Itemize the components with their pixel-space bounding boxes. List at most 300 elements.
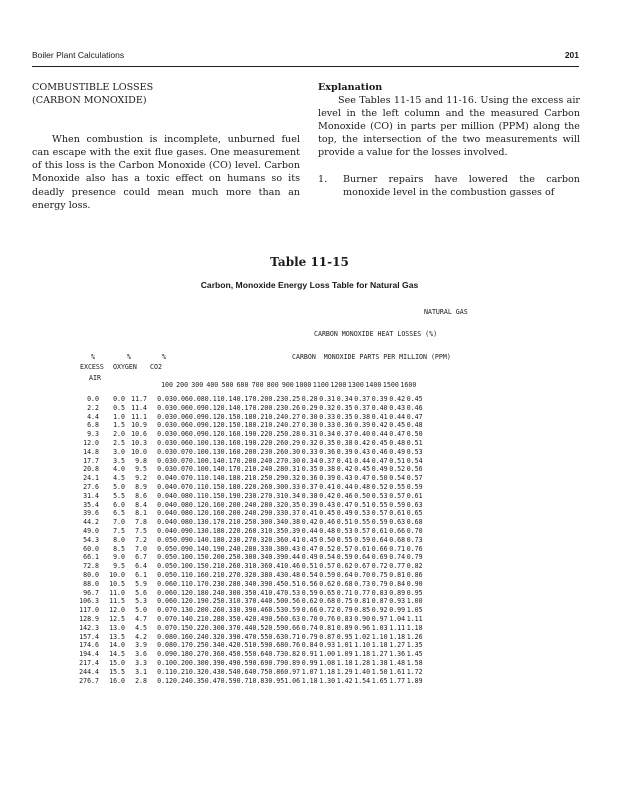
gas-label: NATURAL GAS bbox=[424, 308, 468, 316]
loss-value-cell: 0.23 bbox=[268, 395, 285, 403]
loss-value-cell: 0.57 bbox=[371, 509, 388, 518]
loss-value-cell: 0.61 bbox=[371, 526, 388, 535]
loss-value-cell: 1.18 bbox=[301, 676, 318, 685]
loss-value-cell: 0.47 bbox=[406, 412, 423, 421]
loss-value-cell: 0.63 bbox=[268, 632, 285, 641]
loss-value-cell: 1.48 bbox=[389, 658, 406, 667]
loss-value-cell: 0.04 bbox=[157, 491, 173, 500]
loss-value-cell: 0.57 bbox=[319, 562, 336, 571]
loss-value-cell: 0.28 bbox=[301, 395, 318, 403]
excess-air-cell: 6.8 bbox=[87, 421, 99, 430]
oxygen-cell: 0.5 bbox=[113, 403, 125, 412]
loss-value-cell: 0.21 bbox=[252, 412, 269, 421]
loss-value-cell: 0.37 bbox=[336, 430, 353, 439]
co-loss-table bbox=[75, 395, 423, 685]
loss-value-cell: 0.38 bbox=[268, 544, 285, 553]
loss-value-cell: 0.43 bbox=[389, 403, 406, 412]
loss-value-cell: 0.59 bbox=[268, 623, 285, 632]
loss-value-cell: 0.26 bbox=[284, 403, 301, 412]
loss-value-cell: 0.36 bbox=[319, 447, 336, 456]
loss-value-cell: 1.18 bbox=[354, 650, 371, 659]
loss-value-cell: 0.46 bbox=[319, 518, 336, 527]
loss-value-cell: 0.03 bbox=[157, 447, 173, 456]
loss-value-cell: 0.07 bbox=[173, 474, 189, 483]
loss-value-cell: 0.83 bbox=[336, 614, 353, 623]
loss-value-cell: 0.50 bbox=[319, 535, 336, 544]
loss-value-cell: 0.91 bbox=[301, 650, 318, 659]
oxygen-cell: 2.0 bbox=[113, 430, 125, 439]
loss-value-cell: 0.06 bbox=[173, 395, 189, 403]
loss-value-cell: 0.08 bbox=[188, 395, 205, 403]
loss-value-cell: 0.68 bbox=[268, 641, 285, 650]
loss-value-cell: 0.13 bbox=[188, 518, 205, 527]
loss-value-cell: 0.57 bbox=[406, 474, 423, 483]
loss-value-cell: 0.50 bbox=[406, 430, 423, 439]
loss-value-cell: 0.15 bbox=[204, 482, 221, 491]
loss-value-cell: 0.45 bbox=[406, 395, 423, 403]
loss-value-cell: 0.34 bbox=[268, 518, 285, 527]
pct-header-3: % bbox=[162, 353, 166, 361]
loss-value-cell: 0.56 bbox=[268, 614, 285, 623]
loss-value-cell: 0.06 bbox=[173, 421, 189, 430]
loss-value-cell: 0.34 bbox=[204, 641, 221, 650]
loss-value-cell: 0.48 bbox=[284, 570, 301, 579]
loss-value-cell: 0.14 bbox=[204, 456, 221, 465]
co2-cell: 8.4 bbox=[135, 500, 147, 509]
table-row bbox=[75, 641, 423, 650]
loss-value-cell: 1.04 bbox=[389, 614, 406, 623]
co2-cell: 4.7 bbox=[135, 614, 147, 623]
loss-value-cell: 0.26 bbox=[236, 526, 253, 535]
ppm-header-cell: 1300 bbox=[347, 381, 364, 389]
loss-value-cell: 0.42 bbox=[354, 438, 371, 447]
loss-value-cell: 0.40 bbox=[371, 403, 388, 412]
oxygen-cell: 2.5 bbox=[113, 438, 125, 447]
loss-value-cell: 0.30 bbox=[268, 482, 285, 491]
co2-header: CO2 bbox=[150, 363, 162, 371]
loss-value-cell: 0.76 bbox=[319, 614, 336, 623]
loss-value-cell: 0.14 bbox=[204, 465, 221, 474]
loss-value-cell: 0.44 bbox=[252, 597, 269, 606]
loss-value-cell: 1.10 bbox=[354, 641, 371, 650]
loss-value-cell: 0.66 bbox=[301, 606, 318, 615]
loss-value-cell: 0.18 bbox=[204, 535, 221, 544]
loss-value-cell: 0.26 bbox=[204, 606, 221, 615]
loss-value-cell: 0.49 bbox=[252, 614, 269, 623]
loss-value-cell: 0.04 bbox=[157, 526, 173, 535]
loss-value-cell: 0.03 bbox=[157, 438, 173, 447]
loss-value-cell: 0.08 bbox=[173, 491, 189, 500]
loss-value-cell: 0.11 bbox=[188, 474, 205, 483]
loss-value-cell: 0.75 bbox=[371, 570, 388, 579]
loss-value-cell: 0.73 bbox=[354, 579, 371, 588]
loss-value-cell: 0.35 bbox=[301, 465, 318, 474]
loss-value-cell: 0.46 bbox=[406, 403, 423, 412]
loss-value-cell: 0.09 bbox=[173, 526, 189, 535]
loss-value-cell: 0.22 bbox=[236, 482, 253, 491]
loss-value-cell: 0.66 bbox=[389, 526, 406, 535]
loss-value-cell: 0.79 bbox=[371, 579, 388, 588]
loss-value-cell: 0.45 bbox=[301, 535, 318, 544]
loss-value-cell: 0.25 bbox=[268, 430, 285, 439]
loss-value-cell: 0.26 bbox=[268, 438, 285, 447]
loss-value-cell: 1.27 bbox=[389, 641, 406, 650]
loss-value-cell: 0.56 bbox=[406, 465, 423, 474]
co2-cell: 7.2 bbox=[135, 535, 147, 544]
loss-value-cell: 0.17 bbox=[188, 579, 205, 588]
loss-value-cell: 0.32 bbox=[236, 570, 253, 579]
oxygen-cell: 1.0 bbox=[113, 412, 125, 421]
loss-value-cell: 0.35 bbox=[236, 588, 253, 597]
loss-value-cell: 0.05 bbox=[157, 544, 173, 553]
loss-value-cell: 0.39 bbox=[301, 500, 318, 509]
loss-value-cell: 0.54 bbox=[389, 474, 406, 483]
loss-value-cell: 0.53 bbox=[354, 509, 371, 518]
oxygen-cell: 15.0 bbox=[109, 658, 125, 667]
loss-value-cell: 1.18 bbox=[371, 641, 388, 650]
loss-value-cell: 1.26 bbox=[406, 632, 423, 641]
loss-value-cell: 0.71 bbox=[336, 588, 353, 597]
loss-value-cell: 0.47 bbox=[354, 474, 371, 483]
co2-cell: 5.3 bbox=[135, 597, 147, 606]
loss-value-cell: 1.89 bbox=[406, 676, 423, 685]
table-caption: Carbon, Monoxide Energy Loss Table for Natural Gas bbox=[200, 280, 419, 290]
oxygen-cell: 14.0 bbox=[109, 641, 125, 650]
loss-value-cell: 0.72 bbox=[319, 606, 336, 615]
loss-value-cell: 0.18 bbox=[236, 412, 253, 421]
loss-value-cell: 0.45 bbox=[389, 421, 406, 430]
co2-cell: 5.0 bbox=[135, 606, 147, 615]
loss-value-cell: 0.20 bbox=[204, 553, 221, 562]
co2-cell: 10.6 bbox=[131, 430, 147, 439]
loss-value-cell: 1.58 bbox=[406, 658, 423, 667]
loss-value-cell: 0.12 bbox=[204, 403, 221, 412]
loss-value-cell: 0.06 bbox=[157, 579, 173, 588]
excess-air-cell: 44.2 bbox=[83, 518, 99, 527]
loss-value-cell: 0.41 bbox=[336, 456, 353, 465]
loss-value-cell: 1.06 bbox=[284, 676, 301, 685]
loss-value-cell: 0.22 bbox=[252, 438, 269, 447]
loss-value-cell: 0.09 bbox=[188, 430, 205, 439]
loss-value-cell: 0.19 bbox=[236, 438, 253, 447]
heat-loss-label: CARBON MONOXIDE HEAT LOSSES (%) bbox=[314, 330, 438, 338]
oxygen-cell: 7.0 bbox=[113, 518, 125, 527]
loss-value-cell: 0.19 bbox=[236, 430, 253, 439]
loss-value-cell: 0.04 bbox=[157, 474, 173, 483]
co2-cell: 9.5 bbox=[135, 465, 147, 474]
loss-value-cell: 0.04 bbox=[157, 509, 173, 518]
loss-value-cell: 0.12 bbox=[157, 676, 173, 685]
loss-value-cell: 0.25 bbox=[220, 553, 237, 562]
loss-value-cell: 0.03 bbox=[157, 430, 173, 439]
loss-value-cell: 0.14 bbox=[204, 474, 221, 483]
loss-value-cell: 0.93 bbox=[389, 597, 406, 606]
loss-value-cell: 0.10 bbox=[188, 438, 205, 447]
co2-cell: 5.9 bbox=[135, 579, 147, 588]
loss-value-cell: 0.39 bbox=[336, 447, 353, 456]
table-row bbox=[75, 597, 423, 606]
loss-value-cell: 0.29 bbox=[301, 403, 318, 412]
loss-value-cell: 0.77 bbox=[354, 588, 371, 597]
loss-value-cell: 0.42 bbox=[319, 491, 336, 500]
loss-value-cell: 1.38 bbox=[371, 658, 388, 667]
loss-value-cell: 0.03 bbox=[157, 412, 173, 421]
loss-value-cell: 0.11 bbox=[204, 395, 221, 403]
loss-value-cell: 0.55 bbox=[252, 632, 269, 641]
loss-value-cell: 0.81 bbox=[389, 570, 406, 579]
co2-cell: 7.5 bbox=[135, 526, 147, 535]
loss-value-cell: 0.90 bbox=[406, 579, 423, 588]
loss-value-cell: 0.93 bbox=[319, 641, 336, 650]
oxygen-cell: 14.5 bbox=[109, 650, 125, 659]
loss-value-cell: 1.11 bbox=[389, 623, 406, 632]
loss-value-cell: 0.13 bbox=[173, 606, 189, 615]
excess-air-cell: 88.0 bbox=[83, 579, 99, 588]
loss-value-cell: 0.46 bbox=[336, 491, 353, 500]
loss-value-cell: 1.61 bbox=[389, 667, 406, 676]
loss-value-cell: 0.26 bbox=[252, 482, 269, 491]
loss-value-cell: 0.32 bbox=[204, 632, 221, 641]
loss-value-cell: 1.18 bbox=[389, 632, 406, 641]
oxygen-cell: 16.0 bbox=[109, 676, 125, 685]
list-item bbox=[318, 173, 580, 199]
loss-value-cell: 0.03 bbox=[157, 465, 173, 474]
ppm-header-cell: 1400 bbox=[365, 381, 382, 389]
loss-value-cell: 0.14 bbox=[220, 403, 237, 412]
explanation-paragraph: See Tables 11-15 and 11-16. Using the excess air level in the left column and the measured Carbon Monoxide (CO) in parts per million (PPM) along the top, the intersection of the two measurements will provide a value for the losses involved. bbox=[318, 95, 580, 159]
loss-value-cell: 0.68 bbox=[389, 535, 406, 544]
loss-value-cell: 0.50 bbox=[354, 491, 371, 500]
loss-value-cell: 0.52 bbox=[252, 623, 269, 632]
page-number: 201 bbox=[564, 50, 579, 60]
loss-value-cell: 0.45 bbox=[268, 579, 285, 588]
loss-value-cell: 0.45 bbox=[319, 509, 336, 518]
loss-value-cell: 0.47 bbox=[268, 588, 285, 597]
loss-value-cell: 1.42 bbox=[336, 676, 353, 685]
co2-cell: 7.0 bbox=[135, 544, 147, 553]
loss-value-cell: 0.22 bbox=[188, 623, 205, 632]
table-row bbox=[75, 439, 423, 448]
loss-value-cell: 0.09 bbox=[173, 544, 189, 553]
loss-value-cell: 0.45 bbox=[220, 650, 237, 659]
loss-value-cell: 0.47 bbox=[301, 544, 318, 553]
table-row bbox=[75, 483, 423, 492]
table-row bbox=[75, 677, 423, 686]
loss-value-cell: 0.12 bbox=[173, 588, 189, 597]
loss-value-cell: 1.54 bbox=[354, 676, 371, 685]
oxygen-cell: 12.5 bbox=[109, 614, 125, 623]
loss-value-cell: 0.35 bbox=[268, 526, 285, 535]
loss-value-cell: 0.20 bbox=[252, 395, 269, 403]
loss-value-cell: 0.41 bbox=[301, 509, 318, 518]
loss-value-cell: 0.20 bbox=[236, 447, 253, 456]
oxygen-cell: 7.5 bbox=[113, 526, 125, 535]
loss-value-cell: 0.06 bbox=[173, 438, 189, 447]
loss-value-cell: 0.59 bbox=[371, 518, 388, 527]
loss-value-cell: 0.05 bbox=[157, 570, 173, 579]
ppm-header-cell: 900 bbox=[281, 381, 294, 389]
loss-value-cell: 0.31 bbox=[236, 562, 253, 571]
loss-value-cell: 0.24 bbox=[188, 632, 205, 641]
loss-value-cell: 0.35 bbox=[188, 676, 205, 685]
loss-value-cell: 0.97 bbox=[284, 667, 301, 676]
loss-value-cell: 0.63 bbox=[284, 614, 301, 623]
excess-air-cell: 39.6 bbox=[83, 509, 99, 518]
excess-air-cell: 54.3 bbox=[83, 535, 99, 544]
loss-value-cell: 0.29 bbox=[252, 509, 269, 518]
loss-value-cell: 0.43 bbox=[336, 474, 353, 483]
loss-value-cell: 0.43 bbox=[354, 447, 371, 456]
table-row bbox=[75, 404, 423, 413]
loss-value-cell: 0.14 bbox=[188, 544, 205, 553]
loss-value-cell: 0.24 bbox=[173, 676, 189, 685]
loss-value-cell: 0.44 bbox=[301, 526, 318, 535]
ppm-header-cell: 200 bbox=[176, 381, 189, 389]
loss-value-cell: 0.55 bbox=[371, 500, 388, 509]
loss-value-cell: 0.67 bbox=[354, 562, 371, 571]
loss-value-cell: 0.59 bbox=[406, 482, 423, 491]
list-number: 1. bbox=[318, 173, 328, 185]
co2-cell: 11.1 bbox=[131, 412, 147, 421]
loss-value-cell: 0.87 bbox=[319, 632, 336, 641]
loss-value-cell: 0.64 bbox=[252, 650, 269, 659]
loss-value-cell: 0.63 bbox=[389, 518, 406, 527]
loss-value-cell: 0.03 bbox=[157, 395, 173, 403]
loss-value-cell: 0.65 bbox=[406, 509, 423, 518]
loss-value-cell: 0.49 bbox=[371, 465, 388, 474]
loss-value-cell: 0.30 bbox=[284, 447, 301, 456]
loss-value-cell: 0.90 bbox=[354, 614, 371, 623]
loss-value-cell: 0.19 bbox=[220, 491, 237, 500]
loss-value-cell: 0.39 bbox=[371, 395, 388, 403]
loss-value-cell: 1.45 bbox=[406, 650, 423, 659]
loss-value-cell: 0.37 bbox=[319, 456, 336, 465]
co2-cell: 2.8 bbox=[135, 676, 147, 685]
loss-value-cell: 0.45 bbox=[371, 438, 388, 447]
loss-value-cell: 0.71 bbox=[284, 632, 301, 641]
loss-value-cell: 0.61 bbox=[389, 509, 406, 518]
loss-value-cell: 1.40 bbox=[354, 667, 371, 676]
loss-value-cell: 0.21 bbox=[204, 570, 221, 579]
loss-value-cell: 0.86 bbox=[406, 570, 423, 579]
table-row bbox=[75, 448, 423, 457]
loss-value-cell: 0.68 bbox=[406, 518, 423, 527]
loss-value-cell: 0.06 bbox=[173, 430, 189, 439]
loss-value-cell: 0.24 bbox=[268, 421, 285, 430]
table-row bbox=[75, 571, 423, 580]
loss-value-cell: 0.19 bbox=[188, 597, 205, 606]
oxygen-cell: 3.0 bbox=[113, 447, 125, 456]
page-header bbox=[32, 50, 579, 64]
loss-value-cell: 0.37 bbox=[354, 395, 371, 403]
loss-value-cell: 0.07 bbox=[173, 482, 189, 491]
loss-value-cell: 0.73 bbox=[268, 650, 285, 659]
loss-value-cell: 0.35 bbox=[336, 403, 353, 412]
loss-value-cell: 0.24 bbox=[268, 412, 285, 421]
loss-value-cell: 0.81 bbox=[354, 597, 371, 606]
loss-value-cell: 0.28 bbox=[220, 579, 237, 588]
co2-cell: 9.8 bbox=[135, 456, 147, 465]
loss-value-cell: 1.35 bbox=[406, 641, 423, 650]
loss-value-cell: 0.55 bbox=[336, 535, 353, 544]
loss-value-cell: 0.71 bbox=[389, 544, 406, 553]
loss-value-cell: 0.59 bbox=[236, 658, 253, 667]
loss-value-cell: 0.42 bbox=[389, 395, 406, 403]
excess-air-cell: 157.4 bbox=[79, 632, 99, 641]
table-row bbox=[75, 492, 423, 501]
loss-value-cell: 0.30 bbox=[252, 518, 269, 527]
loss-value-cell: 0.30 bbox=[220, 588, 237, 597]
table-row bbox=[75, 589, 423, 598]
table-row bbox=[75, 421, 423, 430]
loss-value-cell: 0.49 bbox=[336, 509, 353, 518]
table-row bbox=[75, 430, 423, 439]
loss-value-cell: 1.77 bbox=[389, 676, 406, 685]
loss-value-cell: 0.81 bbox=[319, 623, 336, 632]
loss-value-cell: 0.28 bbox=[268, 465, 285, 474]
loss-value-cell: 0.38 bbox=[252, 570, 269, 579]
loss-value-cell: 0.39 bbox=[252, 579, 269, 588]
table-row bbox=[75, 465, 423, 474]
loss-value-cell: 0.79 bbox=[268, 658, 285, 667]
loss-value-cell: 0.44 bbox=[371, 430, 388, 439]
loss-value-cell: 0.43 bbox=[268, 570, 285, 579]
loss-value-cell: 0.69 bbox=[252, 658, 269, 667]
oxygen-cell: 10.0 bbox=[109, 570, 125, 579]
loss-value-cell: 0.69 bbox=[371, 553, 388, 562]
excess-air-cell: 96.7 bbox=[83, 588, 99, 597]
loss-value-cell: 0.14 bbox=[220, 395, 237, 403]
loss-value-cell: 0.92 bbox=[371, 606, 388, 615]
loss-value-cell: 0.33 bbox=[284, 482, 301, 491]
ppm-header-cell: 1100 bbox=[312, 381, 329, 389]
oxygen-header: OXYGEN bbox=[113, 363, 137, 371]
loss-value-cell: 0.55 bbox=[354, 518, 371, 527]
table-row bbox=[75, 580, 423, 589]
loss-value-cell: 0.38 bbox=[319, 465, 336, 474]
loss-value-cell: 0.39 bbox=[354, 421, 371, 430]
loss-value-cell: 0.18 bbox=[220, 474, 237, 483]
table-row bbox=[75, 536, 423, 545]
loss-value-cell: 0.27 bbox=[220, 570, 237, 579]
loss-value-cell: 0.59 bbox=[336, 553, 353, 562]
excess-air-cell: 12.0 bbox=[83, 438, 99, 447]
loss-value-cell: 0.09 bbox=[188, 412, 205, 421]
loss-value-cell: 0.43 bbox=[204, 667, 221, 676]
loss-value-cell: 0.26 bbox=[268, 447, 285, 456]
loss-value-cell: 0.48 bbox=[354, 482, 371, 491]
left-column bbox=[32, 81, 300, 212]
loss-value-cell: 0.25 bbox=[188, 641, 205, 650]
loss-value-cell: 0.10 bbox=[173, 553, 189, 562]
loss-value-cell: 0.83 bbox=[371, 588, 388, 597]
loss-value-cell: 0.33 bbox=[319, 412, 336, 421]
table-row bbox=[75, 518, 423, 527]
loss-value-cell: 0.21 bbox=[188, 614, 205, 623]
loss-value-cell: 0.14 bbox=[188, 535, 205, 544]
loss-value-cell: 0.32 bbox=[188, 667, 205, 676]
excess-air-cell: 217.4 bbox=[79, 658, 99, 667]
table-row bbox=[75, 553, 423, 562]
loss-value-cell: 0.83 bbox=[252, 676, 269, 685]
co2-cell: 10.3 bbox=[131, 438, 147, 447]
loss-value-cell: 0.31 bbox=[284, 465, 301, 474]
excess-air-cell: 244.4 bbox=[79, 667, 99, 676]
loss-value-cell: 0.15 bbox=[220, 421, 237, 430]
loss-value-cell: 0.62 bbox=[301, 597, 318, 606]
oxygen-cell: 15.5 bbox=[109, 667, 125, 676]
loss-value-cell: 0.42 bbox=[371, 421, 388, 430]
